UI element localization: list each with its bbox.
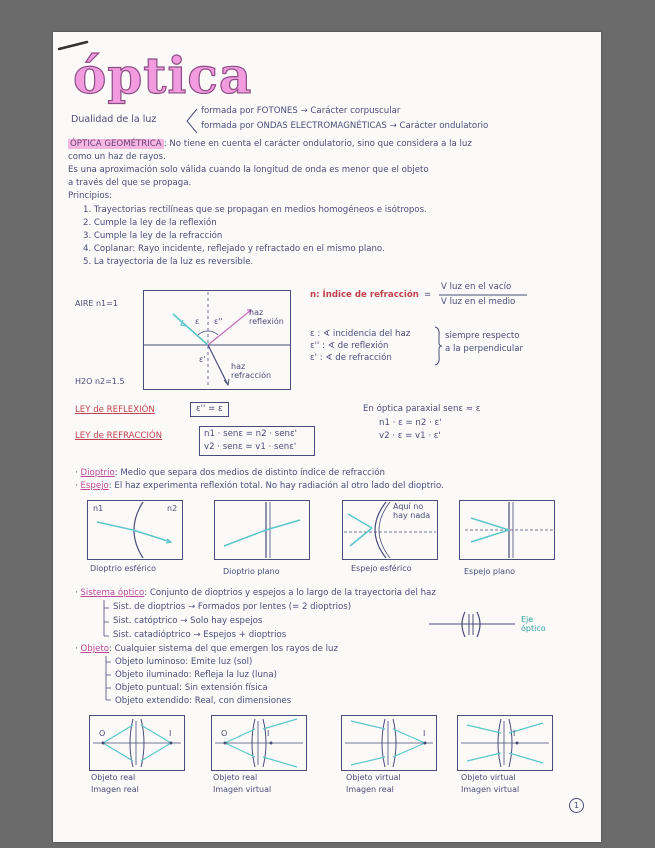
sistema-text: : Conjunto de dioptrios y espejos a lo largo de la trayectoria del haz (144, 588, 436, 598)
fig2-o-label-2: O (221, 729, 228, 738)
angles-note-2: a la perpendicular (445, 344, 524, 354)
reflexion-label: haz reflexión (249, 308, 284, 326)
duality-line1: formada por FOTONES → Carácter corpuscular (201, 106, 401, 116)
principles-label: Principios: (68, 191, 112, 201)
duality-line2: formada por ONDAS ELECTROMAGNÉTICAS → Carácter ondulatorio (201, 121, 489, 131)
principle-5: 5. La trayectoria de la luz es reversible. (83, 257, 254, 267)
caption-espejo-esferico: Espejo esférico (351, 564, 412, 573)
objeto-item-1: Objeto luminoso: Emite luz (sol) (115, 657, 253, 667)
objeto-item-4: Objeto extendido: Real, con dimensiones (115, 696, 292, 706)
fig2-i-label-4: I (513, 729, 516, 738)
refraccion-law-eq2: v2 · senε = v1 · senε' (204, 442, 297, 452)
fig-espejo-plano (459, 500, 555, 560)
fig-objeto-virtual-imagen-virtual (457, 715, 553, 771)
objeto-label: Objeto (80, 644, 109, 654)
caption-row2-3b: Imagen real (346, 785, 394, 794)
geometric-line1: : No tiene en cuenta el carácter ondulatorio, sino que considera a la luz (163, 139, 472, 149)
espejo-label: Espejo (80, 481, 109, 491)
fig1-n2: n2 (167, 504, 178, 513)
air-label: AIRE n1=1 (75, 299, 118, 308)
principle-4: 4. Coplanar: Rayo incidente, reflejado y refractado en el mismo plano. (83, 244, 385, 254)
angle-reflection: ε'' (214, 317, 223, 326)
index-label: n: Índice de refracción (310, 290, 419, 300)
angles-brace (434, 326, 442, 366)
principle-3: 3. Cumple la ley de la refracción (83, 231, 223, 241)
geometric-line4: a través del que se propaga. (68, 178, 192, 188)
angle-incidence: ε (195, 317, 200, 326)
fig-objeto-virtual-imagen-real (341, 715, 437, 771)
angle-def-3: ε' : ∢ de refracción (310, 353, 392, 363)
refraccion-label: haz refracción (231, 362, 272, 380)
refraccion-law-label: LEY de REFRACCIÓN (75, 431, 163, 441)
fig2-i-label-2: I (267, 729, 270, 738)
caption-row2-1b: Imagen real (91, 785, 139, 794)
fig2-o-label-1: O (99, 729, 106, 738)
fig1-n1: n1 (93, 504, 104, 513)
dioptrio-text: : Medio que separa dos medios de distinto índice de refracción (114, 468, 385, 478)
dioptrio-label: Dioptrio (80, 468, 115, 478)
caption-row2-1a: Objeto real (91, 773, 136, 782)
objeto-item-3: Objeto puntual: Sin extensión física (115, 683, 268, 693)
geometric-line2: como un haz de rayos. (68, 152, 166, 162)
angle-def-2: ε'' : ∢ de reflexión (310, 341, 389, 351)
principle-1: 1. Trayectorias rectilíneas que se propagan en medios homogéneos e isótropos. (83, 205, 427, 215)
caption-row2-4a: Objeto virtual (461, 773, 516, 782)
sistema-item-2: Sist. catóptrico → Solo hay espejos (113, 616, 263, 626)
objeto-tree (105, 656, 113, 704)
fig-dioptrio-plano (214, 500, 310, 560)
angle-def-1: ε : ∢ incidencia del haz (310, 329, 411, 339)
refraccion-law-eq1: n1 · senε = n2 · senε' (204, 429, 297, 439)
sistema-item-1: Sist. de dioptrios → Formados por lentes (= 2 dioptrios) (113, 602, 352, 612)
eje-optico-label: Eje óptico (521, 615, 546, 633)
fig3-note: Aquí no hay nada (393, 502, 431, 520)
reflexion-law-label: LEY de REFLEXIÓN (75, 405, 155, 415)
caption-dioptrio-esferico: Dioptrio esférico (90, 564, 157, 573)
sistema-item-3: Sist. catadióptrico → Espejos + dioptrios (113, 630, 287, 640)
espejo-text: : El haz experimenta reflexión total. No hay radiación al otro lado del dioptrio. (108, 481, 444, 491)
angle-refraction: ε' (199, 355, 206, 364)
sistema-label: Sistema óptico (80, 588, 145, 598)
angles-note-1: siempre respecto (445, 331, 520, 341)
paraxial-title: En óptica paraxial senε ≈ ε (363, 404, 481, 414)
fig2-i-label-3: I (423, 729, 426, 738)
caption-row2-2a: Objeto real (213, 773, 258, 782)
notebook-page: óptica Dualidad de la luz formada por FOTONES → Carácter corpuscular formada por ONDAS ELECTROMAGNÉTICAS → Carácter ondulatorio ÓPTICA GEOMÉTRICA : No tiene en cuenta el carácter ondulatorio, sino que considera a la luz como un haz de rayos. Es una aproximación solo válida cuando la longitud de onda es menor que el objeto a través del que se propaga. Principios: 1. Trayectorias rectilíneas que se propagan en medios homogéneos e isótropos. 2. Cumple la ley de la reflexión 3. Cumple la ley de la refracción 4. Coplanar: Rayo incidente, reflejado y refractado en el mismo plano. 5. La trayectoria de la luz es reversible. AIRE n1=1 H2O n2=1.5 ε ε'' ε' haz reflexión haz refracción n: Índice de refracción = V luz en el vacío V luz en el medio ε : ∢ incidencia del haz ε'' : ∢ de reflexión ε' : ∢ de refracción siempre respecto a la perpendicular LEY de REFLEXIÓN ε'' = ε LEY de REFRACCIÓN n1 · senε = n2 · senε' v2 · senε = v1 · senε' En óptica paraxial senε ≈ ε n1 · ε = n2 · ε' v2 · ε = v1 · ε' · Dioptrio: Medio que separa dos medios de distinto índice de refracción · Espejo: El haz experimenta reflexión total. No hay radiación al otro lado del dioptrio. n1 n2 Aquí no hay nada Dioptrio esférico Dioptrio plano Espejo esférico Espejo plano · Sistema óptico: Conjunto de dioptrios y espejos a lo largo de la trayectoria del haz Sist. de dioptrios → Formados por lentes (= 2 dioptrios) Sist. catóptrico → Solo hay espejos Sist. catadióptrico → Espejos + dioptrios Eje óptico · Objeto: Cualquier sistema del que emergen los rayos de luz Objeto luminoso: Emite luz (sol) Objeto iluminado: Refleja la luz (luna) Objeto puntual: Sin extensión física Objeto extendido: Real, con dimensiones O I O I I I Objeto real Imagen real Objeto real Imagen virtual Objeto virtual Imagen real Objeto virtual Imagen virtual 1 (53, 32, 601, 842)
index-denominator: V luz en el medio (441, 297, 516, 307)
geometric-label: ÓPTICA GEOMÉTRICA (70, 139, 162, 149)
objeto-item-2: Objeto iluminado: Refleja la luz (luna) (115, 670, 277, 680)
fig-objeto-real-imagen-virtual (211, 715, 307, 771)
caption-dioptrio-plano: Dioptrio plano (223, 567, 280, 576)
caption-row2-2b: Imagen virtual (213, 785, 272, 794)
duality-label: Dualidad de la luz (71, 114, 157, 125)
index-numerator: V luz en el vacío (441, 282, 512, 292)
fig2-i-label-1: I (169, 729, 172, 738)
sistema-tree (103, 600, 111, 640)
objeto-text: : Cualquier sistema del que emergen los rayos de luz (109, 644, 338, 654)
water-label: H2O n2=1.5 (75, 377, 125, 386)
geometric-line3: Es una aproximación solo válida cuando la longitud de onda es menor que el objeto (68, 165, 429, 175)
caption-espejo-plano: Espejo plano (464, 567, 516, 576)
fraction-line (439, 294, 529, 296)
page-title: óptica (73, 46, 253, 105)
reflexion-law-eq: ε'' = ε (190, 402, 229, 417)
principle-2: 2. Cumple la ley de la reflexión (83, 218, 217, 228)
page-number: 1 (569, 798, 584, 813)
index-eq: = (424, 290, 432, 300)
duality-brace (185, 108, 199, 134)
caption-row2-3a: Objeto virtual (346, 773, 401, 782)
fig-objeto-real-imagen-real (89, 715, 185, 771)
lens-axis-diagram (429, 610, 519, 640)
caption-row2-4b: Imagen virtual (461, 785, 520, 794)
paraxial-eq1: n1 · ε = n2 · ε' (379, 418, 442, 428)
paraxial-eq2: v2 · ε = v1 · ε' (379, 431, 441, 441)
